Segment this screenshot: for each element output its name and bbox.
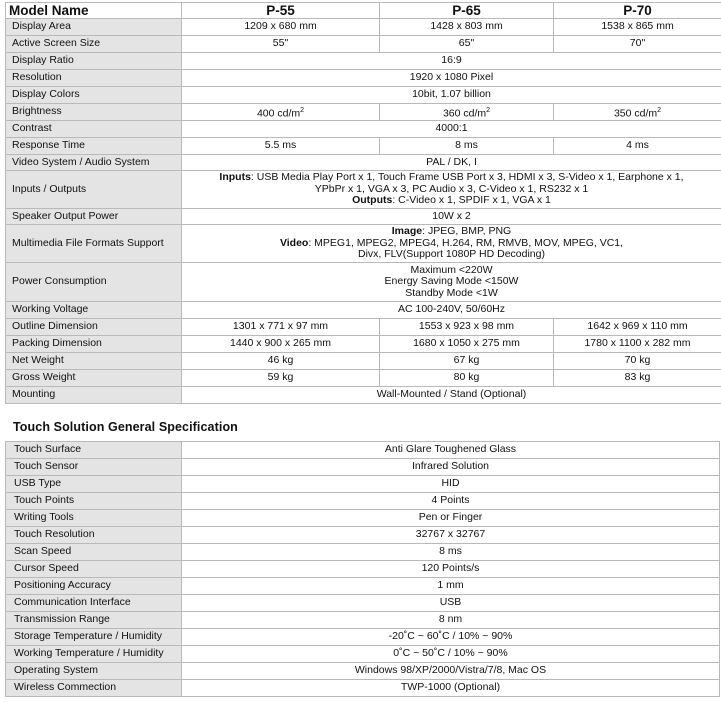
table-row xyxy=(6,680,720,697)
table-row xyxy=(6,87,721,104)
cell-value: 59 kg xyxy=(182,370,380,387)
row-label: Transmission Range xyxy=(6,612,182,629)
table-row xyxy=(6,209,721,225)
inputs-line-2: YPbPr x 1, VGA x 3, PC Audio x 3, C-Video x 1, RS232 x 1 xyxy=(314,182,589,195)
row-label: Communication Interface xyxy=(6,595,182,612)
cell-value: 10W x 2 xyxy=(182,209,721,225)
table-row xyxy=(6,225,721,263)
cell-value: 1538 x 865 mm xyxy=(554,19,721,36)
cell-value: 8 ms xyxy=(380,138,554,155)
brightness-value: 400 cd/m xyxy=(256,107,301,119)
video-text: : MPEG1, MPEG2, MPEG4, H.264, RM, RMVB, MOV, MPEG, VC1, xyxy=(308,236,624,249)
power-line: Energy Saving Mode <150W xyxy=(384,275,519,288)
row-label: Touch Sensor xyxy=(6,459,182,476)
cell-value: 70 kg xyxy=(554,353,721,370)
table-row xyxy=(6,171,721,209)
cell-value: 4000:1 xyxy=(182,121,721,138)
cell-value: Infrared Solution xyxy=(182,459,720,476)
cell-value: 46 kg xyxy=(182,353,380,370)
touch-spec-table xyxy=(5,441,720,697)
row-label: Net Weight xyxy=(6,353,182,370)
cell-value xyxy=(182,263,721,302)
cell-value: 1680 x 1050 x 275 mm xyxy=(380,336,554,353)
row-label: Wireless Commection xyxy=(6,680,182,697)
row-label: Touch Points xyxy=(6,493,182,510)
row-label: Operating System xyxy=(6,663,182,680)
brightness-value: 350 cd/m xyxy=(613,107,658,119)
row-label: Display Colors xyxy=(6,87,182,104)
cell-value: 83 kg xyxy=(554,370,721,387)
row-label: Active Screen Size xyxy=(6,36,182,53)
header-model: P-65 xyxy=(380,3,554,19)
unit-superscript: 2 xyxy=(300,106,305,114)
table-row xyxy=(6,646,720,663)
table-row xyxy=(6,612,720,629)
cell-value: Windows 98/XP/2000/Vistra/7/8, Mac OS xyxy=(182,663,720,680)
table-row xyxy=(6,578,720,595)
video-formats-line-2: Divx, FLV(Support 1080P HD Decoding) xyxy=(358,248,545,261)
table-row xyxy=(6,36,721,53)
outputs-text: : C-Video x 1, SPDIF x 1, VGA x 1 xyxy=(392,194,551,207)
cell-value: PAL / DK, I xyxy=(182,155,721,171)
row-label: Inputs / Outputs xyxy=(6,171,182,209)
cell-value: 32767 x 32767 xyxy=(182,527,720,544)
table-row xyxy=(6,595,720,612)
row-label: Touch Surface xyxy=(6,442,182,459)
table-header-row xyxy=(6,3,721,19)
cell-value: 120 Points/s xyxy=(182,561,720,578)
header-model: P-55 xyxy=(182,3,380,19)
cell-value: 5.5 ms xyxy=(182,138,380,155)
row-label: Resolution xyxy=(6,70,182,87)
row-label: Power Consumption xyxy=(6,263,182,302)
row-label: Working Voltage xyxy=(6,302,182,319)
row-label: Writing Tools xyxy=(6,510,182,527)
cell-value: 1209 x 680 mm xyxy=(182,19,380,36)
row-label: Gross Weight xyxy=(6,370,182,387)
cell-value: 10bit, 1.07 billion xyxy=(182,87,721,104)
table-row xyxy=(6,138,721,155)
row-label: Scan Speed xyxy=(6,544,182,561)
cell-value: 67 kg xyxy=(380,353,554,370)
row-label: Response Time xyxy=(6,138,182,155)
cell-value: 1440 x 900 x 265 mm xyxy=(182,336,380,353)
cell-value: 1428 x 803 mm xyxy=(380,19,554,36)
cell-value: 80 kg xyxy=(380,370,554,387)
cell-value: 4 Points xyxy=(182,493,720,510)
row-label: Outline Dimension xyxy=(6,319,182,336)
table-row xyxy=(6,53,721,70)
row-label: Video System / Audio System xyxy=(6,155,182,171)
cell-value: -20˚C ~ 60˚C / 10% ~ 90% xyxy=(182,629,720,646)
cell-value: 1920 x 1080 Pixel xyxy=(182,70,721,87)
cell-value: 8 nm xyxy=(182,612,720,629)
cell-value: 70" xyxy=(554,36,721,53)
inputs-text: : USB Media Play Port x 1, Touch Frame USB Port x 3, HDMI x 3, S-Video x 1, Earphone x 1, xyxy=(250,171,684,184)
cell-value xyxy=(182,104,380,121)
table-row xyxy=(6,476,720,493)
row-label: Touch Resolution xyxy=(6,527,182,544)
video-key: Video xyxy=(279,236,309,249)
table-row xyxy=(6,663,720,680)
table-row xyxy=(6,442,720,459)
outputs-key: Outputs xyxy=(352,194,393,207)
row-label: Working Temperature / Humidity xyxy=(6,646,182,663)
row-label: Display Area xyxy=(6,19,182,36)
image-text: : JPEG, BMP, PNG xyxy=(422,225,512,238)
table-row xyxy=(6,19,721,36)
table-row xyxy=(6,527,720,544)
cell-value: 1 mm xyxy=(182,578,720,595)
row-label: Positioning Accuracy xyxy=(6,578,182,595)
power-line: Standby Mode <1W xyxy=(405,286,498,299)
row-label: Mounting xyxy=(6,387,182,404)
table-row xyxy=(6,387,721,404)
unit-superscript: 2 xyxy=(486,106,491,114)
table-row xyxy=(6,302,721,319)
cell-value: 4 ms xyxy=(554,138,721,155)
power-line: Maximum <220W xyxy=(410,263,493,276)
cell-value: 1301 x 771 x 97 mm xyxy=(182,319,380,336)
table-row xyxy=(6,70,721,87)
cell-value: 8 ms xyxy=(182,544,720,561)
table-row xyxy=(6,155,721,171)
cell-value xyxy=(182,225,721,263)
cell-value: 1780 x 1100 x 282 mm xyxy=(554,336,721,353)
row-label: Packing Dimension xyxy=(6,336,182,353)
model-spec-table xyxy=(5,2,721,404)
table-row xyxy=(6,629,720,646)
cell-value: TWP-1000 (Optional) xyxy=(182,680,720,697)
inputs-key: Inputs xyxy=(219,171,251,184)
table-row xyxy=(6,510,720,527)
cell-value: 1642 x 969 x 110 mm xyxy=(554,319,721,336)
row-label: Storage Temperature / Humidity xyxy=(6,629,182,646)
cell-value: 1553 x 923 x 98 mm xyxy=(380,319,554,336)
row-label: Cursor Speed xyxy=(6,561,182,578)
table-row xyxy=(6,104,721,121)
cell-value: 16:9 xyxy=(182,53,721,70)
table-row xyxy=(6,370,721,387)
cell-value: Anti Glare Toughened Glass xyxy=(182,442,720,459)
outputs-line xyxy=(186,195,717,207)
table-row xyxy=(6,121,721,138)
row-label: Speaker Output Power xyxy=(6,209,182,225)
image-key: Image xyxy=(391,225,423,238)
section-title: Touch Solution General Specification xyxy=(13,420,238,434)
table-row xyxy=(6,263,721,302)
table-row xyxy=(6,319,721,336)
cell-value: Pen or Finger xyxy=(182,510,720,527)
cell-value: 55" xyxy=(182,36,380,53)
cell-value: 0˚C ~ 50˚C / 10% ~ 90% xyxy=(182,646,720,663)
table-row xyxy=(6,561,720,578)
row-label: USB Type xyxy=(6,476,182,493)
cell-value xyxy=(182,171,721,209)
cell-value: HID xyxy=(182,476,720,493)
cell-value: Wall-Mounted / Stand (Optional) xyxy=(182,387,721,404)
cell-value: USB xyxy=(182,595,720,612)
table-row xyxy=(6,459,720,476)
cell-value xyxy=(380,104,554,121)
table-row xyxy=(6,336,721,353)
table-row xyxy=(6,493,720,510)
unit-superscript: 2 xyxy=(657,106,662,114)
cell-value: AC 100-240V, 50/60Hz xyxy=(182,302,721,319)
brightness-value: 360 cd/m xyxy=(442,107,487,119)
row-label: Multimedia File Formats Support xyxy=(6,225,182,263)
table-row xyxy=(6,544,720,561)
header-model: P-70 xyxy=(554,3,721,19)
header-label: Model Name xyxy=(6,3,182,19)
cell-value: 65" xyxy=(380,36,554,53)
table-row xyxy=(6,353,721,370)
row-label: Contrast xyxy=(6,121,182,138)
row-label: Display Ratio xyxy=(6,53,182,70)
row-label: Brightness xyxy=(6,104,182,121)
cell-value xyxy=(554,104,721,121)
